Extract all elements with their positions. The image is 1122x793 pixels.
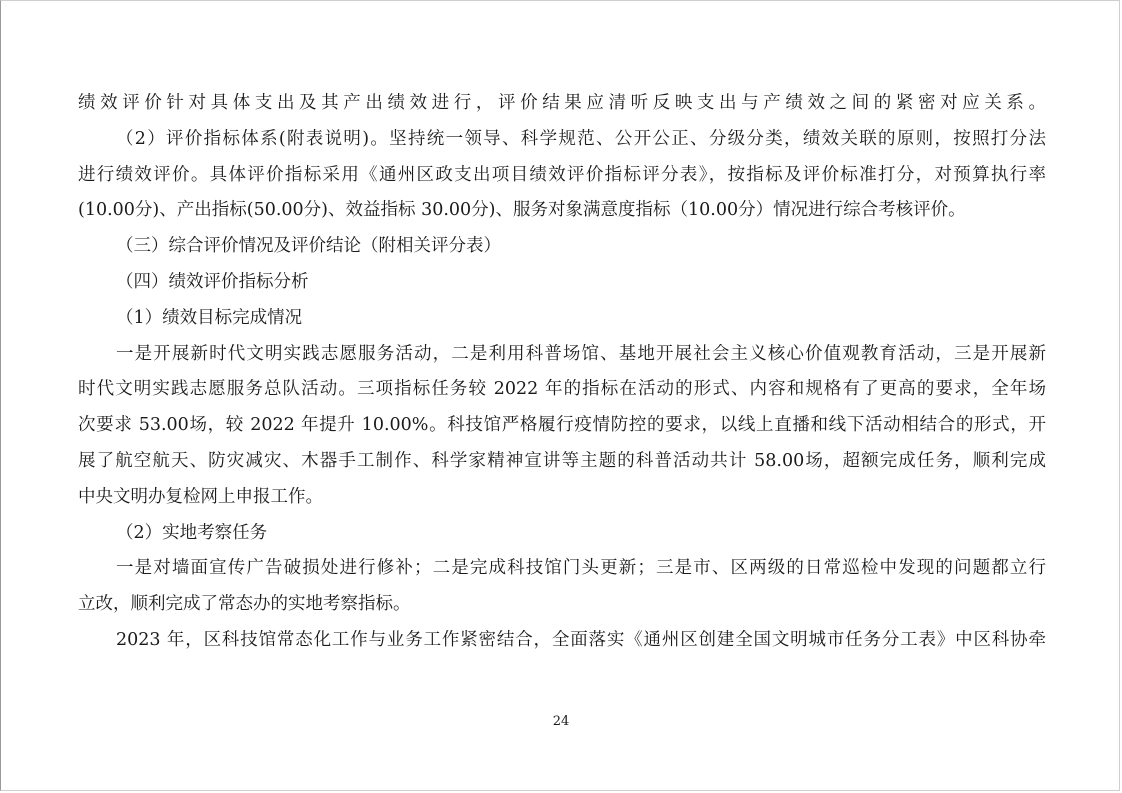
paragraph-line-16: 2023 年，区科技馆常态化工作与业务工作紧密结合，全面落实《通州区创建全国文明城市任务分工表》中区科协牵 bbox=[116, 629, 1046, 650]
subsection-heading-1: （1）绩效目标完成情况 bbox=[116, 307, 303, 328]
paragraph-line-2: （2）评价指标体系(附表说明)。坚持统一领导、科学规范、公开公正、分级分类，绩效关联的原则，按照打分法 bbox=[116, 128, 1046, 149]
section-heading-3: （三）综合评价情况及评价结论（附相关评分表） bbox=[116, 236, 501, 257]
paragraph-line-1: 绩效评价针对具体支出及其产出绩效进行，评价结果应清听反映支出与产绩效之间的紧密对应关系。 bbox=[78, 93, 1046, 113]
paragraph-line-4: (10.00分)、产出指标(50.00分)、效益指标 30.00分)、服务对象满意度指标（10.00分）情况进行综合考核评价。 bbox=[78, 200, 966, 221]
subsection-heading-2: （2）实地考察任务 bbox=[116, 522, 268, 543]
paragraph-line-3: 进行绩效评价。具体评价指标采用《通州区政支出项目绩效评价指标评分表》，按指标及评价标准打分，对预算执行率 bbox=[78, 164, 1046, 185]
paragraph-line-15: 立改，顺利完成了常态办的实地考察指标。 bbox=[78, 594, 411, 615]
document-body bbox=[78, 86, 1046, 659]
paragraph-line-8: 一是开展新时代文明实践志愿服务活动，二是利用科普场馆、基地开展社会主义核心价值观教育活动，三是开展新 bbox=[116, 343, 1046, 364]
paragraph-line-12: 中央文明办复检网上申报工作。 bbox=[78, 486, 323, 507]
paragraph-line-10: 次要求 53.00场，较 2022 年提升 10.00%。科技馆严格履行疫情防控的要求，以线上直播和线下活动相结合的形式，开 bbox=[78, 415, 1046, 436]
paragraph-line-11: 展了航空航天、防灾减灾、木器手工制作、科学家精神宣讲等主题的科普活动共计 58.00场，超额完成任务，顺利完成 bbox=[78, 450, 1046, 471]
section-heading-4: （四）绩效评价指标分析 bbox=[116, 271, 309, 292]
paragraph-line-14: 一是对墙面宣传广告破损处进行修补；二是完成科技馆门头更新；三是市、区两级的日常巡检中发现的问题都立行 bbox=[116, 558, 1046, 579]
paragraph-line-9: 时代文明实践志愿服务总队活动。三项指标任务较 2022 年的指标在活动的形式、内容和规格有了更高的要求，全年场 bbox=[78, 379, 1046, 400]
page-number: 24 bbox=[552, 714, 570, 729]
